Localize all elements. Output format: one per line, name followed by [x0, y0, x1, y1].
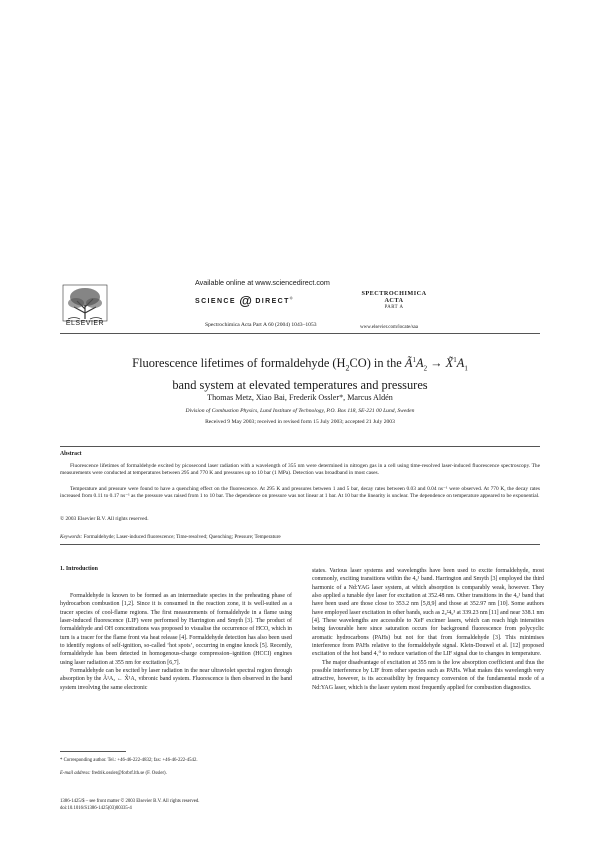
keywords-label: Keywords:: [60, 534, 83, 540]
sciencedirect-left: SCIENCE: [195, 298, 236, 305]
journal-part: PART A: [384, 305, 404, 310]
abstract-paragraph-2: Temperature and pressure were found to have a quenching effect on the fluorescence. At 295 K and pressures between 1 and 5 bar, decay rates between 0.03 and 0.04 ns⁻¹ were observed. At 770 K, the decay rates increased from 0.11 to 0.17 ns⁻¹ as the pressure was raised from 1 to 10 bar. The dependence on pressure was not linear at 1 bar. At 10 bar the linearity is unclear. The dependence on temperature appeared to be exponential.: [60, 486, 540, 500]
abstract-paragraph-1: Fluorescence lifetimes of formaldehyde excited by picosecond laser radiation with a wavelength of 355 nm were determined in nitrogen gas in a cell using time-resolved laser-induced fluorescence spectroscopy. The measurements were conducted at temperatures between 295 and 770 K and pressures up to 10 bar (1 MPa). Detection was broadband in most cases.: [60, 463, 540, 477]
sciencedirect-at-icon: @: [239, 293, 252, 308]
left-column: [60, 592, 292, 692]
journal-url-link[interactable]: www.elsevier.com/locate/saa: [360, 325, 418, 330]
available-online-link[interactable]: Available online at www.sciencedirect.com: [195, 278, 330, 287]
article-title: [50, 352, 550, 393]
author-list: Thomas Metz, Xiao Bai, Frederik Ossler*, Marcus Aldén: [207, 393, 393, 402]
email-label: E-mail address:: [60, 771, 91, 776]
doi-line[interactable]: doi:10.1016/S1386-1425(03)00335-4: [60, 806, 132, 811]
issn-line: 1386-1425/$ – see front matter © 2003 Elsevier B.V. All rights reserved.: [60, 799, 200, 804]
sciencedirect-logo: [195, 293, 294, 308]
footnote-divider: [60, 751, 126, 752]
abstract-heading: Abstract: [60, 451, 82, 457]
publisher-name: ELSEVIER: [65, 320, 105, 327]
journal-masthead: [360, 290, 428, 310]
intro-paragraph-2: Formaldehyde can be excited by laser radiation in the near ultraviolet spectral region through absorption by the Ã¹A₂ ← X̃¹A₁ vibronic band system. Fluorescence is then observed in the band system involving the same electronic: [60, 668, 292, 691]
title-part1: Fluorescence lifetimes of formaldehyde (H: [132, 356, 346, 371]
keywords-list: Formaldehyde; Laser-induced fluorescence; Time-resolved; Quenching; Pressure; Temperature: [82, 534, 281, 540]
intro-paragraph-4: The major disadvantage of excitation at 355 nm is the low absorption coefficient and thus the possible interference by LIF from other species such as PAHs. What makes this wavelength very attractive, however, is its accessibility by frequency conversion of the fundamental mode of a Nd:YAG laser, which is the laser system most frequently applied for combustion diagnostics.: [312, 659, 544, 691]
journal-name-line2: ACTA: [384, 297, 404, 304]
journal-reference: Spectrochimica Acta Part A 60 (2004) 1043–1053: [205, 322, 317, 328]
intro-paragraph-3: states. Various laser systems and wavelengths have been used to excite formaldehyde, most commonly, exciting transitions within the 4₀¹ band. Harrington and Smyth [3] employed the third harmonic of a Nd:YAG laser system, at which absorption is comparably weak, however. They also applied a tunable dye laser for excitation at 352.48 nm. Other transitions in the 4₀¹ band that have been used are those close to 353.2 nm [5,8,9] and those at 352.97 nm [10]. Some authors have employed laser excitation in other bands, such as 2₀²4₀³ at 339.23 nm [11] and near 338.1 nm [4]. These wavelengths are accessible to XeF excimer lasers, which can reach high intensities being favourable here since saturation occurs for background fluorescence from polycyclic aromatic hydrocarbons (PAHs) but not for that from formaldehyde [3]. This minimises interference from PAHs relative to the formaldehyde signal. Klein-Douwel et al. [12] proposed excitation of the hot band 4₁⁰ to reduce variation of the LIF signal due to changes in temperature.: [312, 568, 544, 658]
journal-name-line1: SPECTROCHIMICA: [361, 290, 427, 297]
abstract-bottom-divider: [60, 544, 540, 545]
right-column: [312, 567, 544, 692]
header-divider: [60, 333, 540, 334]
keywords: [60, 534, 281, 540]
title-part2: CO) in the: [349, 356, 405, 371]
title-transition-formula: $Ã^1A_2$ → $X̃^1A_1$: [404, 356, 468, 373]
email-address[interactable]: fredrik.ossler@forbrf.lth.se (F. Ossler).: [90, 771, 167, 776]
received-dates: Received 9 May 2003; received in revised form 15 July 2003; accepted 21 July 2003: [205, 419, 395, 425]
email-footnote: [60, 770, 292, 777]
abstract-copyright: © 2003 Elsevier B.V. All rights reserved.: [60, 516, 149, 522]
registered-mark: ®: [289, 295, 295, 301]
affiliation: Division of Combustion Physics, Lund Institute of Technology, P.O. Box 118, SE-221 00 Lund, Sweden: [185, 408, 415, 414]
sciencedirect-right: DIRECT: [255, 298, 290, 305]
title-sub: 2: [345, 363, 350, 373]
title-line2: band system at elevated temperatures and pressures: [172, 377, 428, 392]
section-heading-introduction: 1. Introduction: [60, 566, 98, 572]
corresponding-author-footnote: * Corresponding author. Tel.: +46-46-222-4832; fax: +46-46-222-4542.: [60, 758, 198, 763]
abstract-top-divider: [60, 446, 540, 447]
intro-paragraph-1: Formaldehyde is known to be formed as an intermediate species in the preheating phase of hydrocarbon combustion [1,2]. Since it is consumed in the reaction zone, it is well-suited as a tracer species of cool-flame regions. The first measurements of formaldehyde in a flame using laser-induced fluorescence (LIF) were performed by Harrington and Smyth [3]. The product of formaldehyde and OH concentrations was proposed to visualise the occurrence of HCO, which in turn is a tracer for the flame front via heat release [4]. Formaldehyde detection has also been used to identify regions of self-ignition, so-called ‘hot spots’, occurring in engine knock [5]. Recently, formaldehyde has been detected in homogenous-charge compression–ignition (HCCI) engines using laser radiation at 355 nm for excitation [6,7].: [60, 593, 292, 666]
